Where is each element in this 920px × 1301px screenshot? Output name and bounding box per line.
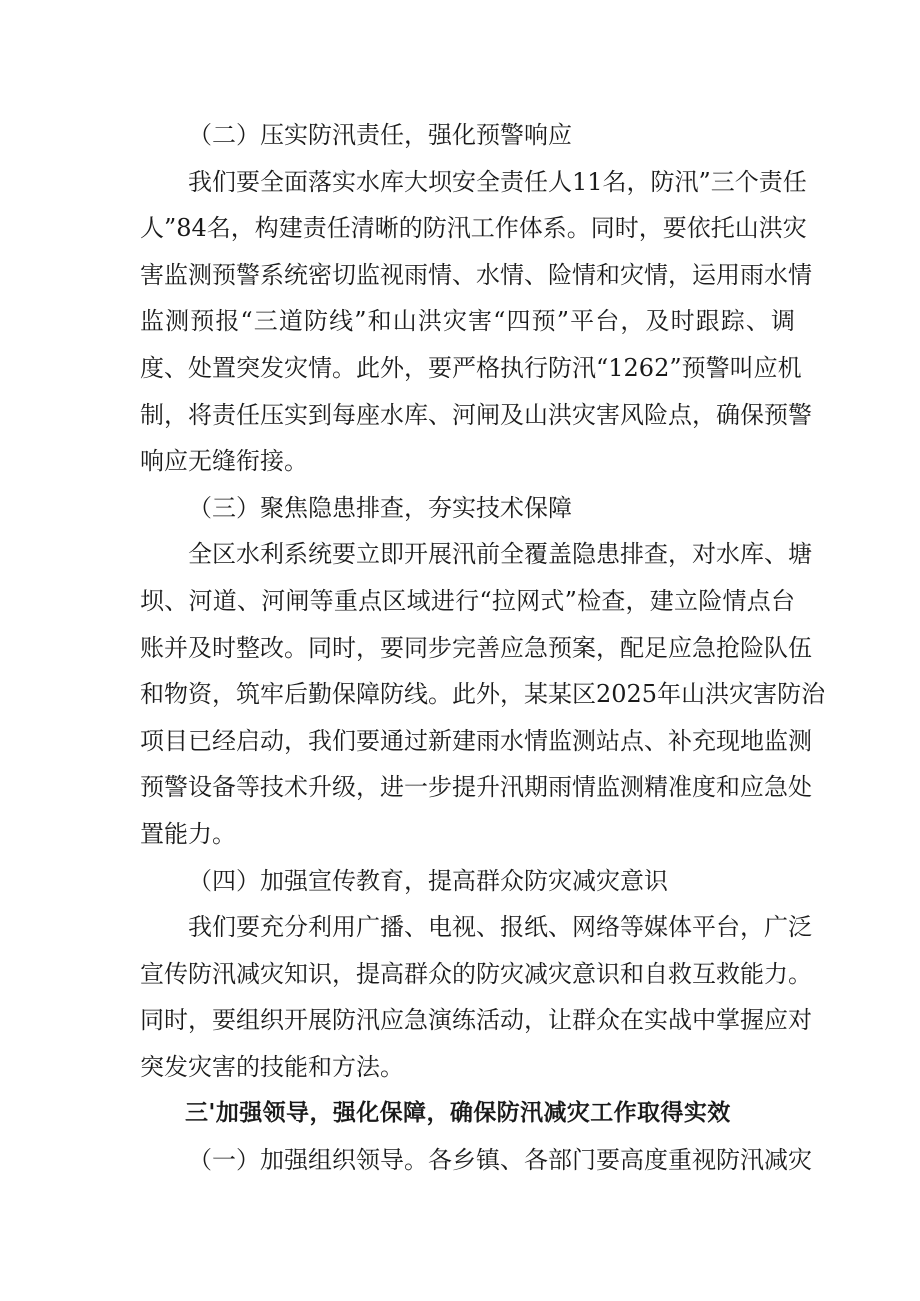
paragraph-line: 置能力。 <box>140 819 236 848</box>
paragraph-line: 坝、河道、河闸等重点区域进行“拉网式”检查，建立险情点台 <box>140 586 795 615</box>
part-heading-3: 三'加强领导，强化保障，确保防汛减灾工作取得实效 <box>185 1100 731 1127</box>
paragraph-line: 害监测预警系统密切监视雨情、水情、险情和灾情，运用雨水情 <box>140 260 812 289</box>
paragraph-line: 全区水利系统要立即开展汛前全覆盖隐患排查，对水库、塘 <box>188 540 812 569</box>
paragraph-line: （一）加强组织领导。各乡镇、各部门要高度重视防汛减灾 <box>188 1146 812 1175</box>
paragraph-line: 预警设备等技术升级，进一步提升汛期雨情监测精准度和应急处 <box>140 773 812 802</box>
document-body <box>140 112 826 1184</box>
paragraph-line: 监测预报“三道防线”和山洪灾害“四预”平台，及时跟踪、调 <box>140 307 795 336</box>
paragraph-line: 制，将责任压实到每座水库、河闸及山洪灾害风险点，确保预警 <box>140 400 812 429</box>
paragraph-line: 账并及时整改。同时，要同步完善应急预案，配足应急抢险队伍 <box>140 633 812 662</box>
paragraph-line: 宣传防汛减灾知识，提高群众的防灾减灾意识和自救互救能力。 <box>140 959 812 988</box>
section-heading-3: （三）聚焦隐患排查，夯实技术保障 <box>188 493 572 522</box>
paragraph-line: 同时，要组织开展防汛应急演练活动，让群众在实战中掌握应对 <box>140 1006 812 1035</box>
section-heading-4: （四）加强宣传教育，提高群众防灾减灾意识 <box>188 866 668 895</box>
paragraph-line: 人”84名，构建责任清晰的防汛工作体系。同时，要依托山洪灾 <box>140 214 807 243</box>
paragraph-line: 项目已经启动，我们要通过新建雨水情监测站点、补充现地监测 <box>140 726 812 755</box>
section-heading-2: （二）压实防汛责任，强化预警响应 <box>188 121 572 149</box>
paragraph-line: 响应无缝衔接。 <box>140 447 308 476</box>
paragraph-line: 突发灾害的技能和方法。 <box>140 1052 404 1081</box>
paragraph-line: 度、处置突发灾情。此外，要严格执行防汛“1262”预警叫应机 <box>140 353 802 382</box>
paragraph-line: 我们要充分利用广播、电视、报纸、网络等媒体平台，广泛 <box>188 913 812 942</box>
paragraph-line: 和物资，筑牢后勤保障防线。此外，某某区2025年山洪灾害防治 <box>140 680 826 709</box>
paragraph-line: 我们要全面落实水库大坝安全责任人11名，防汛”三个责任 <box>188 167 807 196</box>
